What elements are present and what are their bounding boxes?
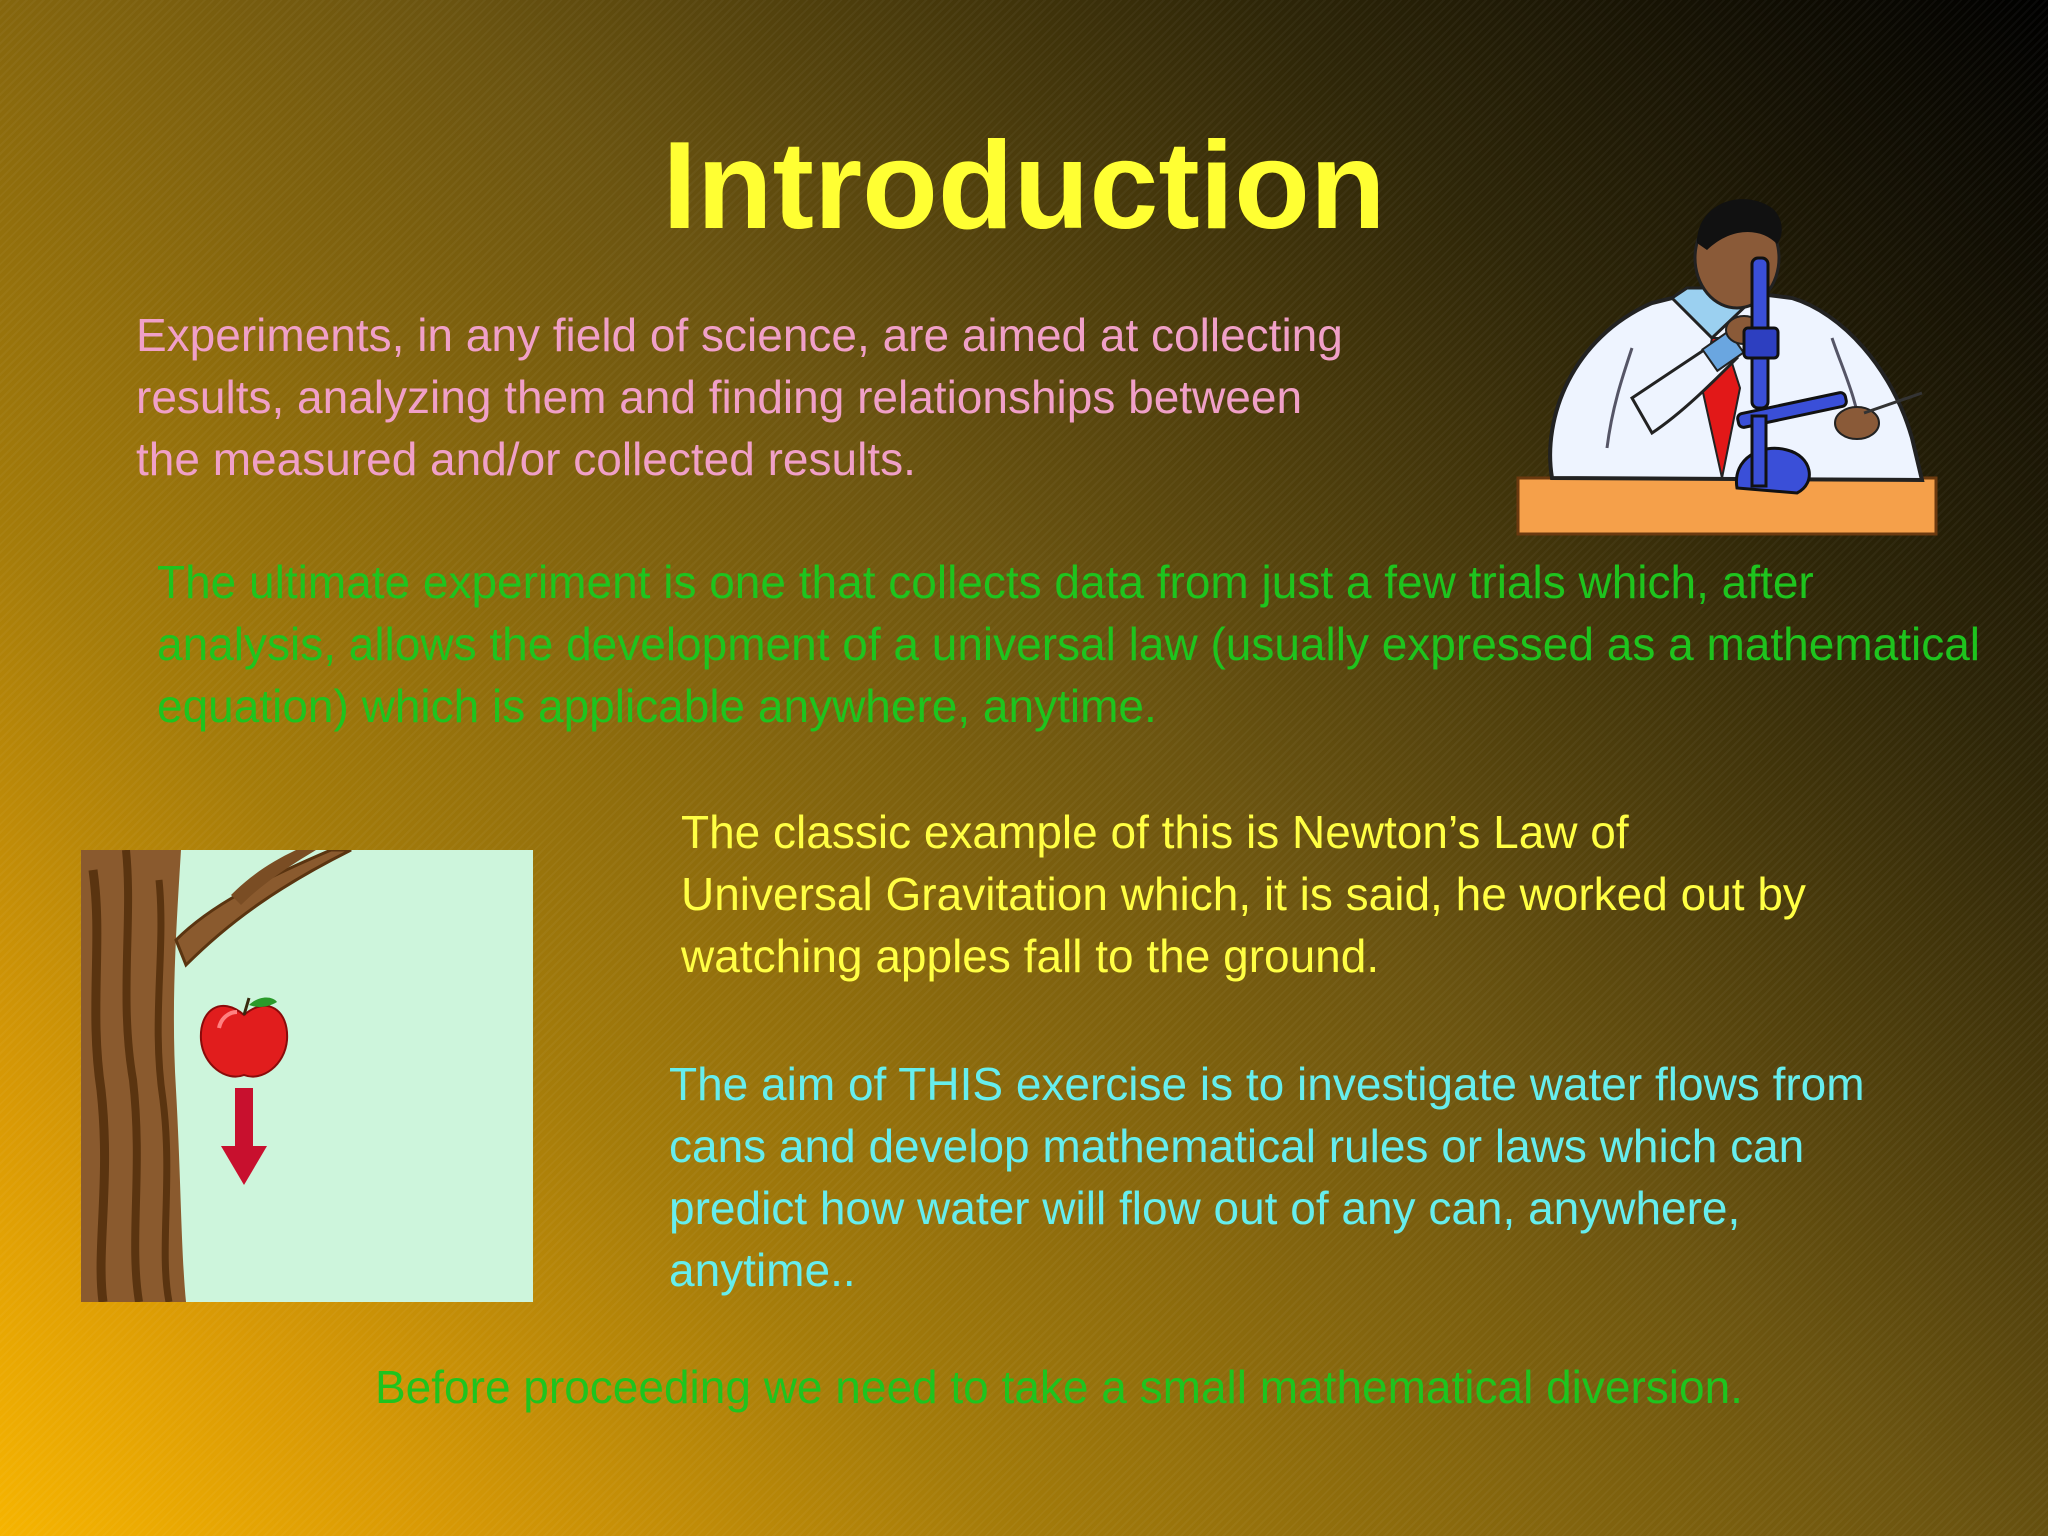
- scientist-microscope-image: [1512, 188, 1942, 536]
- slide-title: Introduction: [662, 117, 1386, 255]
- intro-paragraph: Experiments, in any field of science, are aimed at collecting results, analyzing them and finding relationships between the measured and/or collected results.: [136, 309, 1343, 485]
- falling-apple-image: [81, 850, 533, 1302]
- exercise-aim-paragraph: The aim of THIS exercise is to investigate water flows from cans and develop mathematical rules or laws which can predict how water will flow out of any can, anywhere, anytime..: [669, 1058, 1865, 1296]
- diversion-paragraph: Before proceeding we need to take a small mathematical diversion.: [375, 1361, 1743, 1413]
- ultimate-experiment-paragraph: The ultimate experiment is one that collects data from just a few trials which, after analysis, allows the development of a universal law (usually expressed as a mathematical equation) which is applicable anywhere, anytime.: [157, 556, 1981, 732]
- newton-example-paragraph: The classic example of this is Newton’s Law of Universal Gravitation which, it is said, he worked out by watching apples fall to the ground.: [681, 806, 1806, 982]
